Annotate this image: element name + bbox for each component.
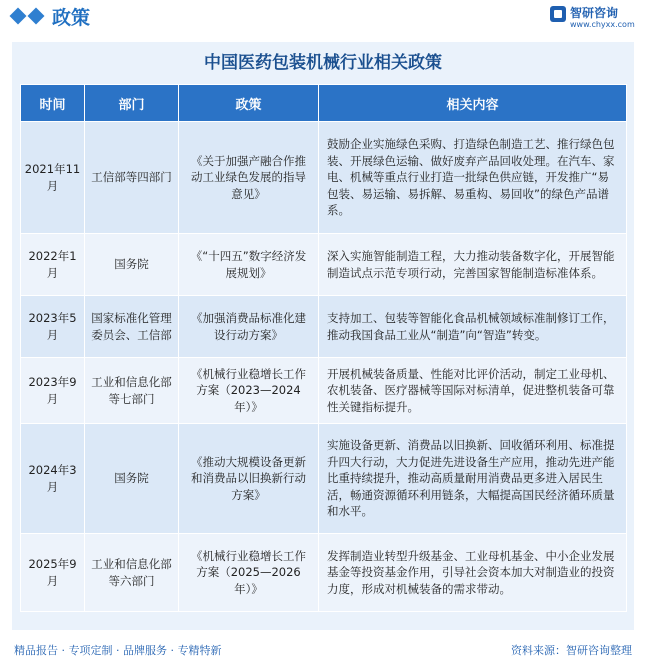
table-row xyxy=(21,296,627,358)
row-time: 2024年3月 xyxy=(21,424,85,534)
table-row xyxy=(21,534,627,612)
row-dept: 国家标准化管理委员会、工信部 xyxy=(85,296,179,358)
table-row xyxy=(21,424,627,534)
row-time: 2025年9月 xyxy=(21,534,85,612)
table-row xyxy=(21,358,627,424)
section-title: 政策 xyxy=(52,7,91,29)
footer xyxy=(0,634,646,662)
logo-icon xyxy=(550,6,566,22)
row-dept: 国务院 xyxy=(85,234,179,296)
row-policy: 《推动大规模设备更新和消费品以旧换新行动方案》 xyxy=(179,424,319,534)
diamond-icon xyxy=(10,8,27,25)
row-content: 支持加工、包装等智能化食品机械领域标准制修订工作，推动我国食品工业从“制造”向“智造”转变。 xyxy=(319,296,627,358)
row-dept: 工信部等四部门 xyxy=(85,122,179,234)
row-dept: 工业和信息化部等七部门 xyxy=(85,358,179,424)
row-content: 发挥制造业转型升级基金、工业母机基金、中小企业发展基金等投资基金作用，引导社会资本加大对制造业的投资力度，形成对机械装备的需求带动。 xyxy=(319,534,627,612)
table-row xyxy=(21,234,627,296)
table-header-row xyxy=(21,85,627,122)
policy-panel xyxy=(12,42,634,630)
row-time: 2022年1月 xyxy=(21,234,85,296)
row-content: 实施设备更新、消费品以旧换新、回收循环利用、标准提升四大行动，大力促进先进设备生产应用，推动先进产能比重持续提升，推动高质量耐用消费品更多进入居民生活，畅通资源循环利用链条，大幅提高国民经济循环质量和水平。 xyxy=(319,424,627,534)
footer-services: 精品报告 · 专项定制 · 品牌服务 · 专精特新 xyxy=(14,644,222,657)
header-time: 时间 xyxy=(21,85,85,122)
table-title: 中国医药包装机械行业相关政策 xyxy=(204,53,442,73)
brand-logo xyxy=(550,4,636,34)
header-content: 相关内容 xyxy=(319,85,627,122)
logo-url: www.chyxx.com xyxy=(570,20,635,29)
row-policy: 《机械行业稳增长工作方案（2025—2026年）》 xyxy=(179,534,319,612)
footer-source: 资料来源：智研咨询整理 xyxy=(511,644,632,657)
policy-table xyxy=(20,84,627,612)
row-policy: 《机械行业稳增长工作方案（2023—2024年）》 xyxy=(179,358,319,424)
header-dept: 部门 xyxy=(85,85,179,122)
row-time: 2023年5月 xyxy=(21,296,85,358)
row-time: 2021年11月 xyxy=(21,122,85,234)
row-dept: 工业和信息化部等六部门 xyxy=(85,534,179,612)
row-policy: 《加强消费品标准化建设行动方案》 xyxy=(179,296,319,358)
row-time: 2023年9月 xyxy=(21,358,85,424)
row-policy: 《“十四五”数字经济发展规划》 xyxy=(179,234,319,296)
top-bar xyxy=(0,0,646,34)
row-content: 鼓励企业实施绿色采购、打造绿色制造工艺、推行绿色包装、开展绿色运输、做好废弃产品回收处理。在汽车、家电、机械等重点行业打造一批绿色供应链，开发推广“易包装、易运输、易拆解、易重构、易回收”的绿色产品谱系。 xyxy=(319,122,627,234)
table-row xyxy=(21,122,627,234)
logo-name: 智研咨询 xyxy=(570,6,619,20)
row-content: 深入实施智能制造工程，大力推动装备数字化，开展智能制造试点示范专项行动，完善国家智能制造标准体系。 xyxy=(319,234,627,296)
row-dept: 国务院 xyxy=(85,424,179,534)
header-policy: 政策 xyxy=(179,85,319,122)
row-content: 开展机械装备质量、性能对比评价活动，制定工业母机、农机装备、医疗器械等国际对标清单，促进整机装备可靠性关键指标提升。 xyxy=(319,358,627,424)
row-policy: 《关于加强产融合作推动工业绿色发展的指导意见》 xyxy=(179,122,319,234)
diamond-icon xyxy=(28,8,45,25)
